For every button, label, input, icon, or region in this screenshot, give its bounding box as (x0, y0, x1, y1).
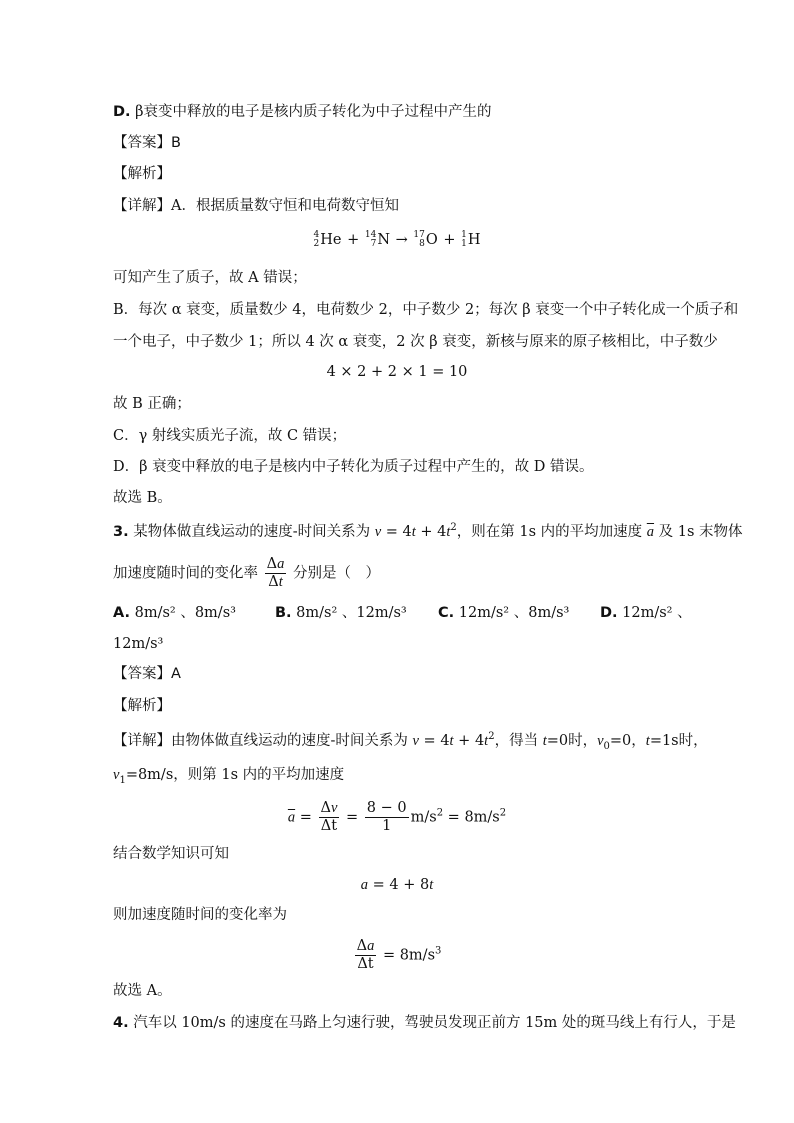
option-b: B. 8m/s² 、12m/s³ (275, 605, 407, 621)
nuclear-reaction-equation: 4 2 He + 14 7 N → 17 8 O + 1 1 H (313, 230, 481, 249)
option-a: A. 8m/s² 、8m/s³ (113, 605, 236, 621)
option-d-continued: 12m/s³ (113, 636, 164, 652)
explanation-c: C．γ 射线实质光子流，故 C 错误； (113, 428, 347, 444)
rate-equation: $\frac{\Delta a}{\Delta t}$ = $8m/s^3$ (356, 938, 442, 972)
choose-a: 故选 A。 (113, 983, 172, 999)
neutron-count-equation: 4 × 2 + 2 × 1 = 10 (326, 364, 468, 380)
explanation-d: D．β 衰变中释放的电子是核内中子转化为质子过程中产生的，故 D 错误。 (113, 459, 594, 475)
conclusion-b: 故 B 正确； (113, 396, 191, 412)
option-c: C. 12m/s² 、8m/s³ (438, 605, 570, 621)
analysis-3-heading: 【解析】 (113, 698, 171, 714)
option-d: D. 12m/s² 、 (600, 605, 692, 621)
combine-math: 结合数学知识可知 (113, 846, 229, 862)
choose-b: 故选 B。 (113, 490, 172, 506)
conclusion-a: 可知产生了质子，故 A 错误； (113, 270, 307, 286)
option-d-previous: D. β衰变中释放的电子是核内质子转化为中子过程中产生的 (113, 104, 492, 120)
detail-3-line2: $v_1=8m/s$，则第 1s 内的平均加速度 (113, 767, 345, 786)
question-3-line1: 3. 某物体做直线运动的速度-时间关系为 $v = 4t + 4t^2$，则在第 1s 内的平均加速度 $\overline{a}$ 及 1s 末物体 (113, 522, 743, 540)
detail-3-line1: 【详解】由物体做直线运动的速度-时间关系为 $v = 4t + 4t^2$，得当 t=0时，$v_0=0$，t=1s时， (113, 731, 708, 752)
explanation-b-line1: B．每次 α 衰变，质量数少 4，电荷数少 2，中子数少 2；每次 β 衰变一个中子转化成一个质子和 (113, 302, 739, 318)
answer-2: 【答案】B (113, 135, 181, 151)
answer-3: 【答案】A (113, 666, 181, 682)
average-acceleration-equation: $\overline{a}$ = $\frac{\Delta v}{\Delta t}$ = $\frac{8 - 0}{1}$ $m/s^2 = 8m/s^2$ (287, 800, 507, 834)
detail-2: 【详解】A．根据质量数守恒和电荷数守恒知 (113, 198, 399, 214)
explanation-b-line2: 一个电子，中子数少 1；所以 4 次 α 衰变，2 次 β 衰变，新核与原来的原子核相比，中子数少 (113, 334, 718, 350)
delta-a-over-delta-t: $\frac{\Delta a}{\Delta t}$ (266, 556, 285, 590)
analysis-2-heading: 【解析】 (113, 166, 171, 182)
acceleration-equation: a = 4 + 8t (360, 877, 434, 893)
question-3-line2: 加速度随时间的变化率 $\frac{\Delta a}{\Delta t}$ 分别是（ ） (113, 556, 380, 590)
question-4-line1: 4. 汽车以 10m/s 的速度在马路上匀速行驶，驾驶员发现正前方 15m 处的斑马线上有行人，于是 (113, 1015, 736, 1031)
rate-intro: 则加速度随时间的变化率为 (113, 907, 287, 923)
